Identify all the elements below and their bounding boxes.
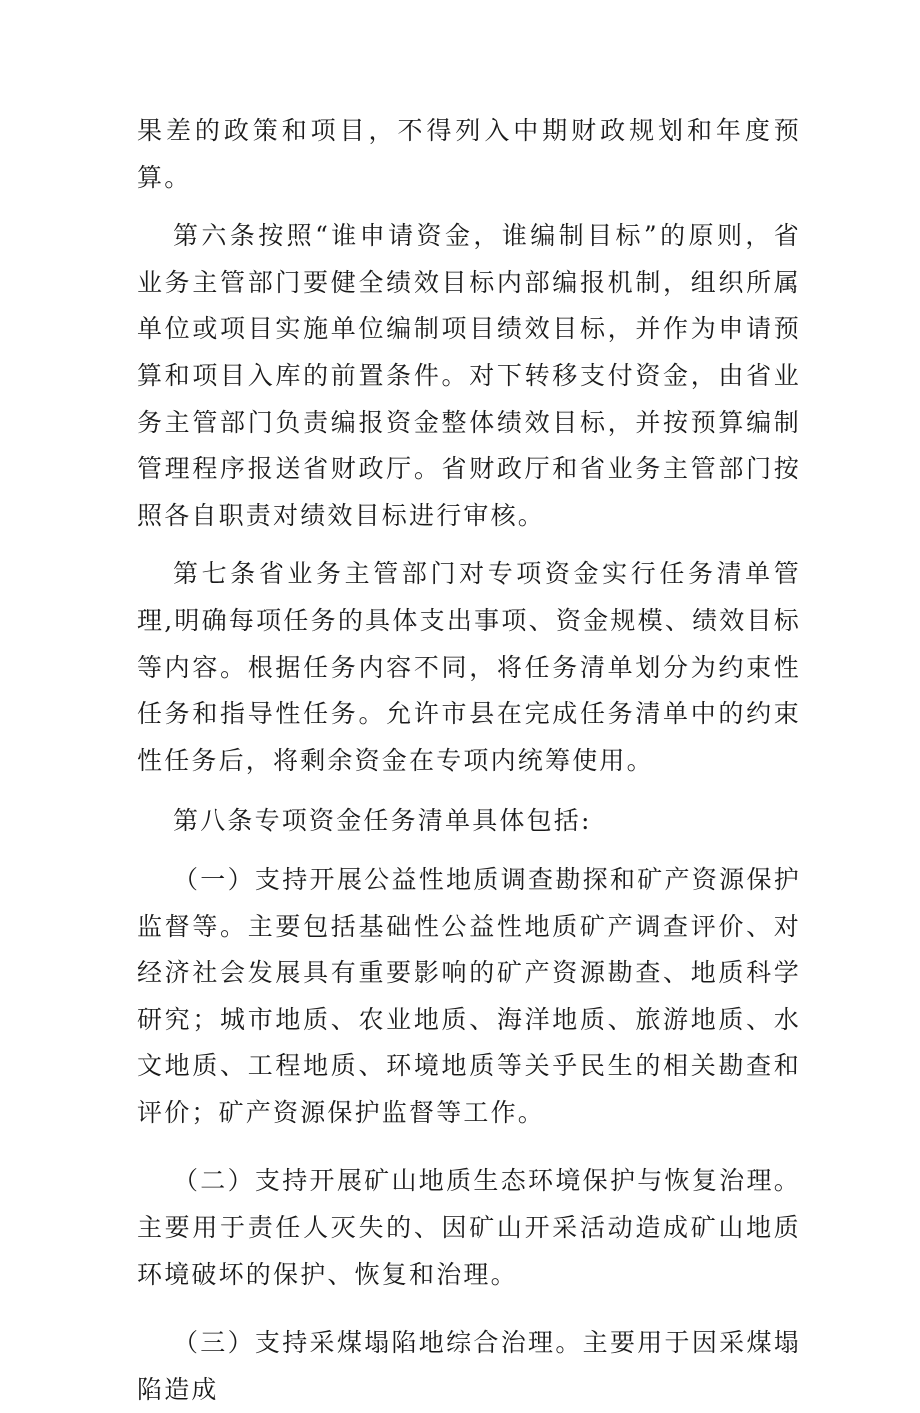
paragraph-continuation: 果差的政策和项目，不得列入中期财政规划和年度预算。: [137, 116, 801, 192]
paragraph-item-3: （三）支持采煤塌陷地综合治理。主要用于因采煤塌陷造成: [137, 1328, 801, 1404]
paragraph-article-8: 第八条专项资金任务清单具体包括:: [173, 806, 592, 836]
paragraph-item-1: （一）支持开展公益性地质调查勘探和矿产资源保护监督等。主要包括基础性公益性地质矿产调查评价、对经济社会发展具有重要影响的矿产资源勘查、地质科学研究；城市地质、农业地质、海洋地质、旅游地质、水文地质、工程地质、环境地质等关乎民生的相关勘查和评价；矿产资源保护监督等工作。: [137, 864, 801, 1127]
paragraph-article-6: 第六条按照“谁申请资金，谁编制目标”的原则，省业务主管部门要健全绩效目标内部编报机制，组织所属单位或项目实施单位编制项目绩效目标，并作为申请预算和项目入库的前置条件。对下转移支付资金，由省业务主管部门负责编报资金整体绩效目标，并按预算编制管理程序报送省财政厅。省财政厅和省业务主管部门按照各自职责对绩效目标进行审核。: [137, 221, 801, 530]
document-body: [137, 108, 801, 1413]
paragraph-article-7: 第七条省业务主管部门对专项资金实行任务清单管理,明确每项任务的具体支出事项、资金规模、绩效目标等内容。根据任务内容不同，将任务清单划分为约束性任务和指导性任务。允许市县在完成任务清单中的约束性任务后，将剩余资金在专项内统筹使用。: [137, 559, 801, 775]
paragraph-item-2: （二）支持开展矿山地质生态环境保护与恢复治理。主要用于责任人灭失的、因矿山开采活动造成矿山地质环境破坏的保护、恢复和治理。: [137, 1166, 801, 1289]
